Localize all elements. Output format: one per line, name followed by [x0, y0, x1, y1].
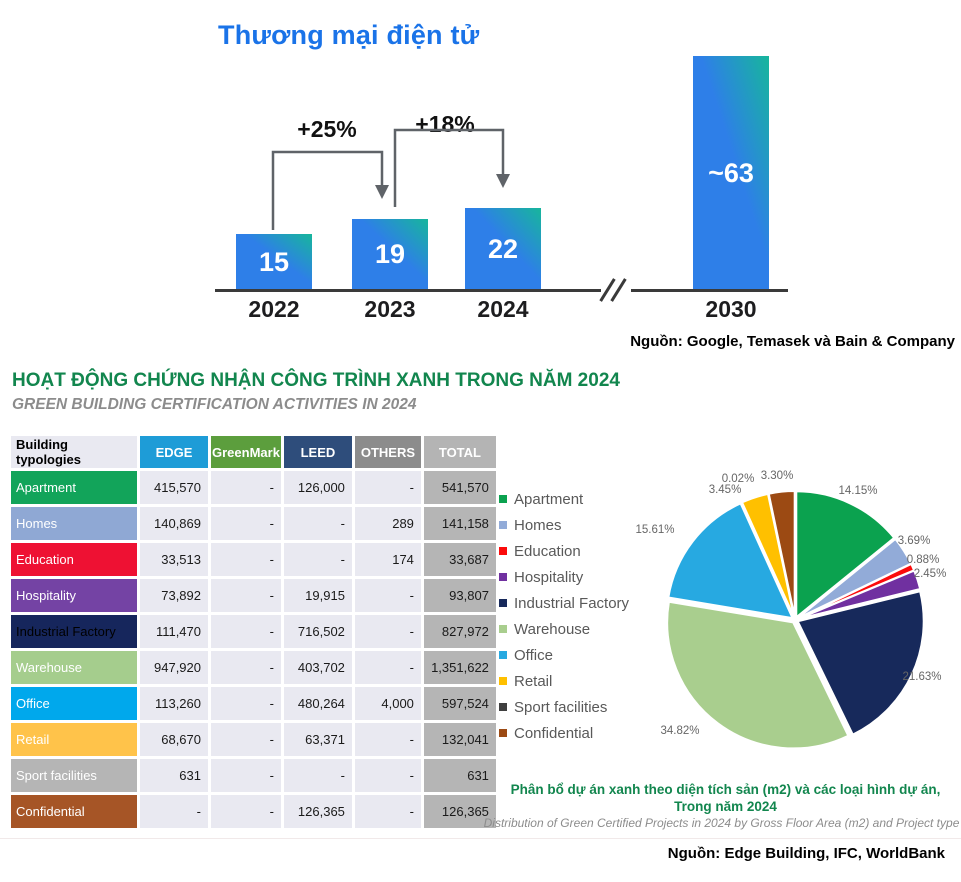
value-cell: 33,513	[140, 543, 208, 576]
bar-2024	[465, 208, 541, 290]
axis-break	[601, 281, 631, 299]
column-header-leed: LEED	[284, 436, 352, 468]
legend-swatch-icon	[499, 625, 507, 633]
legend-item-confidential	[499, 724, 629, 742]
legend-swatch-icon	[499, 599, 507, 607]
row-label: Confidential	[11, 795, 137, 828]
section-title-vietnamese: HOẠT ĐỘNG CHỨNG NHẬN CÔNG TRÌNH XANH TRONG NĂM 2024	[12, 370, 620, 391]
value-cell: -	[284, 543, 352, 576]
legend-label: Warehouse	[514, 620, 591, 638]
bottom-source-credit: Nguồn: Edge Building, IFC, WorldBank	[667, 845, 945, 862]
table-row	[11, 615, 496, 648]
column-header-total: TOTAL	[424, 436, 496, 468]
value-cell: 140,869	[140, 507, 208, 540]
value-cell: -	[355, 795, 421, 828]
value-cell: 947,920	[140, 651, 208, 684]
pie-caption-vi-line1: Phân bổ dự án xanh theo diện tích sản (m2) và các loại hình dự án,	[510, 782, 941, 797]
top-source-credit: Nguồn: Google, Temasek và Bain & Company	[630, 333, 955, 350]
table-row	[11, 543, 496, 576]
value-cell: -	[140, 795, 208, 828]
growth-annotation-25: +25%	[297, 116, 357, 142]
legend-swatch-icon	[499, 547, 507, 555]
table-row	[11, 723, 496, 756]
value-cell: -	[355, 579, 421, 612]
legend-label: Office	[514, 646, 553, 664]
legend-swatch-icon	[499, 521, 507, 529]
value-cell: -	[284, 507, 352, 540]
pie-legend	[499, 490, 629, 742]
column-header-edge: EDGE	[140, 436, 208, 468]
pie-percent-label: 21.63%	[902, 671, 942, 683]
value-cell: 4,000	[355, 687, 421, 720]
section-title-english: GREEN BUILDING CERTIFICATION ACTIVITIES IN 2024	[12, 396, 417, 413]
row-label: Education	[11, 543, 137, 576]
table-row	[11, 795, 496, 828]
value-cell: 63,371	[284, 723, 352, 756]
table-row	[11, 759, 496, 792]
row-label: Office	[11, 687, 137, 720]
pie-percent-label: 14.15%	[838, 485, 878, 497]
table-row	[11, 471, 496, 504]
legend-label: Homes	[514, 516, 562, 534]
value-cell: -	[211, 543, 281, 576]
arrowhead-icon	[375, 185, 389, 199]
legend-label: Confidential	[514, 724, 594, 742]
bar-value-label: 15	[258, 246, 290, 277]
total-cell: 33,687	[424, 543, 496, 576]
row-label: Industrial Factory	[11, 615, 137, 648]
pie-percent-label: 34.82%	[660, 725, 700, 737]
value-cell: 716,502	[284, 615, 352, 648]
row-label: Warehouse	[11, 651, 137, 684]
legend-label: Apartment	[514, 490, 584, 508]
ecommerce-chart-title: Thương mại điện tử	[218, 20, 480, 50]
bar-value-label: 19	[374, 239, 406, 269]
x-tick-2030: 2030	[705, 296, 757, 322]
value-cell: -	[211, 615, 281, 648]
legend-item-retail	[499, 672, 629, 690]
value-cell: -	[211, 471, 281, 504]
value-cell: 480,264	[284, 687, 352, 720]
x-tick-2024: 2024	[477, 296, 529, 322]
value-cell: -	[355, 651, 421, 684]
pie-percent-label: 2.45%	[913, 568, 947, 580]
value-cell: 631	[140, 759, 208, 792]
legend-item-homes	[499, 516, 629, 534]
pie-caption-vi-line2: Trong năm 2024	[674, 799, 777, 814]
pie-percent-label: 0.88%	[906, 554, 940, 566]
total-cell: 132,041	[424, 723, 496, 756]
legend-label: Industrial Factory	[514, 594, 630, 612]
legend-swatch-icon	[499, 677, 507, 685]
value-cell: 19,915	[284, 579, 352, 612]
value-cell: 126,000	[284, 471, 352, 504]
value-cell: 68,670	[140, 723, 208, 756]
value-cell: -	[211, 723, 281, 756]
table-row	[11, 687, 496, 720]
bar-value-label: ~63	[708, 157, 754, 188]
pie-percent-label: 0.02%	[721, 473, 755, 485]
growth-annotation-18: +18%	[415, 111, 475, 137]
certification-table-container	[8, 433, 499, 831]
table-row	[11, 651, 496, 684]
legend-item-hospitality	[499, 568, 629, 586]
value-cell: 415,570	[140, 471, 208, 504]
x-axis	[215, 289, 788, 292]
total-cell: 126,365	[424, 795, 496, 828]
value-cell: 113,260	[140, 687, 208, 720]
legend-item-apartment	[499, 490, 629, 508]
value-cell: -	[355, 723, 421, 756]
total-cell: 141,158	[424, 507, 496, 540]
total-cell: 93,807	[424, 579, 496, 612]
legend-label: Hospitality	[514, 568, 584, 586]
value-cell: -	[284, 759, 352, 792]
value-cell: -	[211, 651, 281, 684]
total-cell: 1,351,622	[424, 651, 496, 684]
value-cell: -	[355, 471, 421, 504]
table-row	[11, 579, 496, 612]
legend-item-industrial-factory	[499, 594, 629, 612]
legend-swatch-icon	[499, 729, 507, 737]
value-cell: -	[211, 579, 281, 612]
legend-label: Retail	[514, 672, 553, 690]
legend-swatch-icon	[499, 495, 507, 503]
value-cell: 174	[355, 543, 421, 576]
row-label: Hospitality	[11, 579, 137, 612]
table-row	[11, 507, 496, 540]
divider-line	[0, 838, 961, 839]
row-label: Retail	[11, 723, 137, 756]
legend-label: Sport facilities	[514, 698, 608, 716]
legend-item-office	[499, 646, 629, 664]
column-header-others: OTHERS	[355, 436, 421, 468]
value-cell: 289	[355, 507, 421, 540]
bar-value-label: 22	[487, 233, 519, 264]
legend-label: Education	[514, 542, 581, 560]
total-cell: 631	[424, 759, 496, 792]
pie-percent-label: 3.69%	[897, 535, 931, 547]
column-header-greenmark: GreenMark	[211, 436, 281, 468]
bar-2023	[352, 219, 428, 290]
pie-caption-english: Distribution of Green Certified Projects in 2024 by Gross Floor Area (m2) and Project type	[483, 816, 960, 830]
column-header-building-typologies: Building typologies	[11, 436, 137, 468]
x-tick-2023: 2023	[364, 296, 416, 322]
value-cell: 73,892	[140, 579, 208, 612]
legend-swatch-icon	[499, 651, 507, 659]
bar-2022	[236, 234, 312, 290]
total-cell: 827,972	[424, 615, 496, 648]
value-cell: -	[211, 759, 281, 792]
value-cell: 111,470	[140, 615, 208, 648]
pie-percent-label: 3.30%	[760, 470, 794, 482]
value-cell: 126,365	[284, 795, 352, 828]
value-cell: -	[211, 795, 281, 828]
legend-item-sport-facilities	[499, 698, 629, 716]
total-cell: 541,570	[424, 471, 496, 504]
row-label: Homes	[11, 507, 137, 540]
x-tick-2022: 2022	[248, 296, 300, 322]
value-cell: -	[355, 759, 421, 792]
value-cell: -	[211, 507, 281, 540]
value-cell: 403,702	[284, 651, 352, 684]
legend-item-warehouse	[499, 620, 629, 638]
certification-table	[8, 433, 499, 831]
legend-swatch-icon	[499, 573, 507, 581]
pie-chart	[620, 455, 961, 785]
legend-item-education	[499, 542, 629, 560]
pie-percent-label: 3.45%	[708, 484, 742, 496]
bar-2030	[693, 56, 769, 290]
arrowhead-icon	[496, 174, 510, 188]
value-cell: -	[211, 687, 281, 720]
total-cell: 597,524	[424, 687, 496, 720]
legend-swatch-icon	[499, 703, 507, 711]
row-label: Apartment	[11, 471, 137, 504]
row-label: Sport facilities	[11, 759, 137, 792]
pie-percent-label: 15.61%	[635, 524, 675, 536]
value-cell: -	[355, 615, 421, 648]
